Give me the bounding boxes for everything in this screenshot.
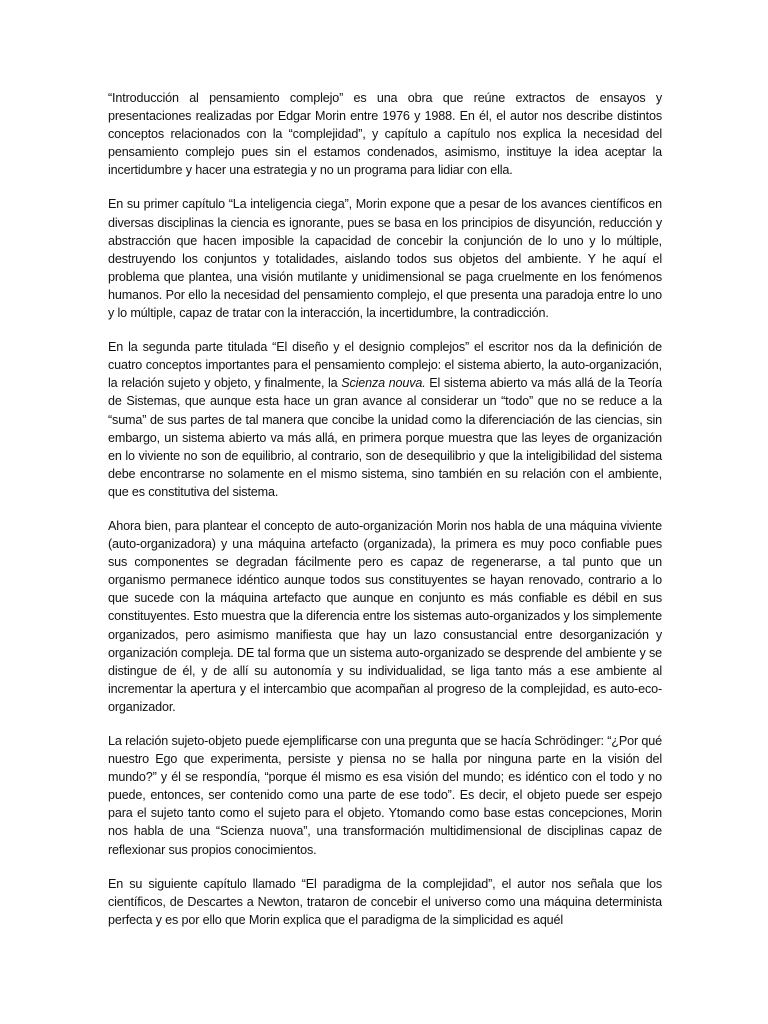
paragraph-diseno-designio [108,338,662,501]
paragraph-text: Ahora bien, para plantear el concepto de auto-organización Morin nos habla de una máquina viviente (auto-organizadora) y una máquina artefacto (organizada), la primera es muy poco confiable pues sus componentes se degradan fácilmente pero es capaz de regenerarse, a tal punto que un organismo permanece idéntico aunque todos sus constituyentes se hayan renovado, contrario a lo que sucede con la máquina artefacto que aunque en conjunto es más confiable es débil en sus constituyentes. Esto muestra que la diferencia entre los sistemas auto-organizados y los simplemente organizados, pero asimismo manifiesta que hay un lazo consustancial entre desorganización y organización compleja. DE tal forma que un sistema auto-organizado se desprende del ambiente y se distingue de él, y de allí su autonomía y su individualidad, se liga tanto más a ese ambiente al incrementar la apertura y el intercambio que acompañan al progreso de la complejidad, es auto-eco-organizador. [108,518,662,714]
paragraph-sujeto-objeto [108,732,662,859]
document-page [108,89,662,945]
paragraph-inteligencia-ciega [108,195,662,322]
paragraph-text-after: El sistema abierto va más allá de la Teoría de Sistemas, que aunque esta hace un gran avance al considerar un “todo” que no se reduce a la “suma” de sus partes de tal manera que concibe la unidad como la diferenciación de las ciencias, sin embargo, un sistema abierto va más allá, en primera porque muestra que las leyes de organización en lo viviente no son de equilibrio, al contrario, son de desequilibrio y que la inteligibilidad del sistema debe encontrarse no solamente en el mismo sistema, sino también en su relación con el ambiente, que es constitutiva del sistema. [108,376,663,499]
paragraph-text: En su primer capítulo “La inteligencia ciega”, Morin expone que a pesar de los avances científicos en diversas disciplinas la ciencia es ignorante, pues se basa en los principios de disyunción, reducción y abstracción que hacen imposible la capacidad de concebir la conjunción de lo uno y lo múltiple, destruyendo los conjuntos y totalidades, aislando todos sus objetos del ambiente. Y he aquí el problema que plantea, una visión mutilante y unidimensional se paga cruelmente en los fenómenos humanos. Por ello la necesidad del pensamiento complejo, el que presenta una paradoja entre lo uno y lo múltiple, capaz de tratar con la interacción, la incertidumbre, la contradicción. [108,197,662,321]
paragraph-paradigma-complejidad [108,875,662,929]
paragraph-text: En su siguiente capítulo llamado “El paradigma de la complejidad”, el autor nos señala que los científicos, de Descartes a Newton, trataron de concebir el universo como una máquina determinista perfecta y es por ello que Morin explica que el paradigma de la simplicidad es aquél [108,876,662,927]
paragraph-auto-organizacion [108,517,662,716]
paragraph-text-before: En la segunda parte titulada “El diseño y el designio complejos” el escritor nos da la definición de cuatro conceptos importantes para el pensamiento complejo: el sistema abierto, la auto-organización, la relación sujeto y objeto, y finalmente, la [108,340,662,391]
paragraph-italic-term: Scienza nouva. [341,376,426,391]
paragraph-text: La relación sujeto-objeto puede ejemplificarse con una pregunta que se hacía Schrödinger: “¿Por qué nuestro Ego que experimenta, persiste y piensa no se halla por ninguna parte en la visión del mundo?” y él se respondía, “porque él mismo es esa visión del mundo; es idéntico con el todo y no puede, entonces, ser contenido como una parte de ese todo”. Es decir, el objeto puede ser espejo para el sujeto tanto como el sujeto para el objeto. Ytomando como base estas concepciones, Morin nos habla de una “Scienza nuova”, una transformación multidimensional de disciplinas capaz de reflexionar sus propios conocimientos. [108,734,662,857]
paragraph-introduccion [108,89,662,179]
paragraph-text: “Introducción al pensamiento complejo” es una obra que reúne extractos de ensayos y presentaciones realizadas por Edgar Morin entre 1976 y 1988. En él, el autor nos describe distintos conceptos relacionados con la “complejidad”, y capítulo a capítulo nos explica la necesidad del pensamiento complejo pues sin el estamos condenados, asimismo, instituye la idea aceptar la incertidumbre y hacer una estrategia y no un programa para lidiar con ella. [108,91,662,178]
